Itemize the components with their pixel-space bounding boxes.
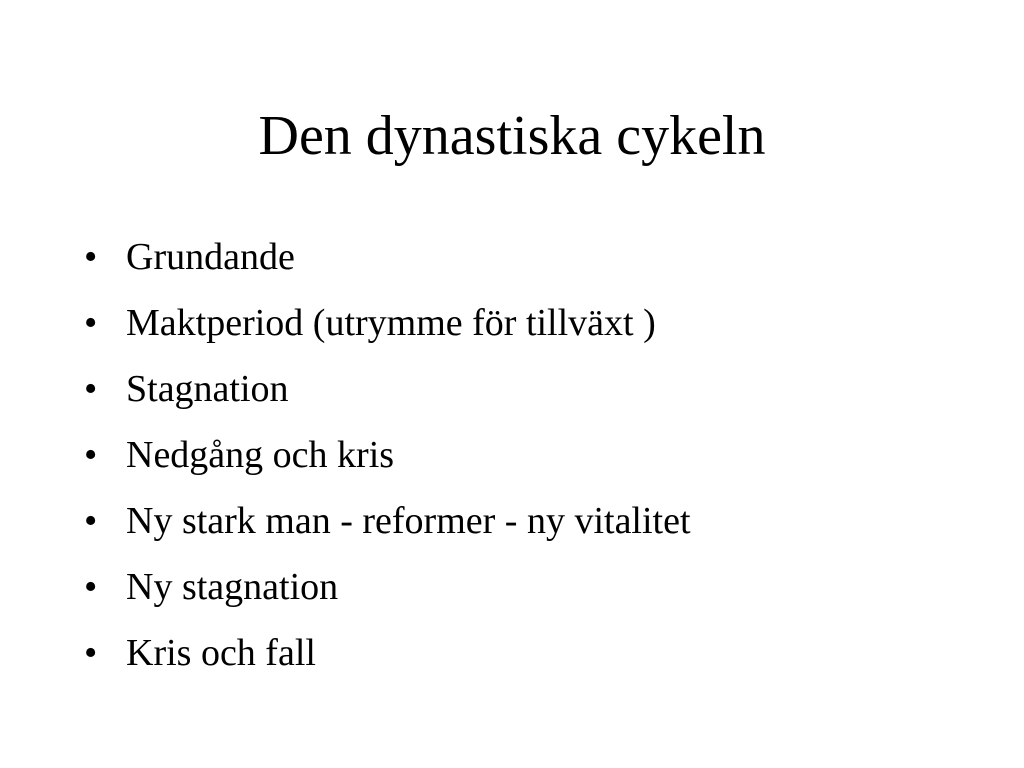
bullet-text: Ny stark man - reformer - ny vitalitet: [126, 500, 691, 542]
bullet-icon: •: [84, 368, 98, 410]
bullet-text: Ny stagnation: [126, 566, 339, 608]
bullet-icon: •: [84, 302, 98, 344]
bullet-text: Nedgång och kris: [126, 434, 395, 476]
bullet-list: [84, 229, 984, 691]
bullet-text: Grundande: [126, 236, 295, 278]
bullet-item: [84, 295, 984, 361]
slide-title: Den dynastiska cykeln: [258, 105, 766, 167]
bullet-item: [84, 427, 984, 493]
bullet-item: [84, 625, 984, 691]
bullet-text: Maktperiod (utrymme för tillväxt ): [126, 302, 656, 344]
bullet-item: [84, 361, 984, 427]
bullet-item: [84, 229, 984, 295]
bullet-item: [84, 493, 984, 559]
bullet-icon: •: [84, 500, 98, 542]
bullet-icon: •: [84, 236, 98, 278]
bullet-text: Stagnation: [126, 368, 289, 410]
bullet-text: Kris och fall: [126, 632, 316, 674]
bullet-icon: •: [84, 434, 98, 476]
bullet-icon: •: [84, 632, 98, 674]
bullet-item: [84, 559, 984, 625]
bullet-icon: •: [84, 566, 98, 608]
